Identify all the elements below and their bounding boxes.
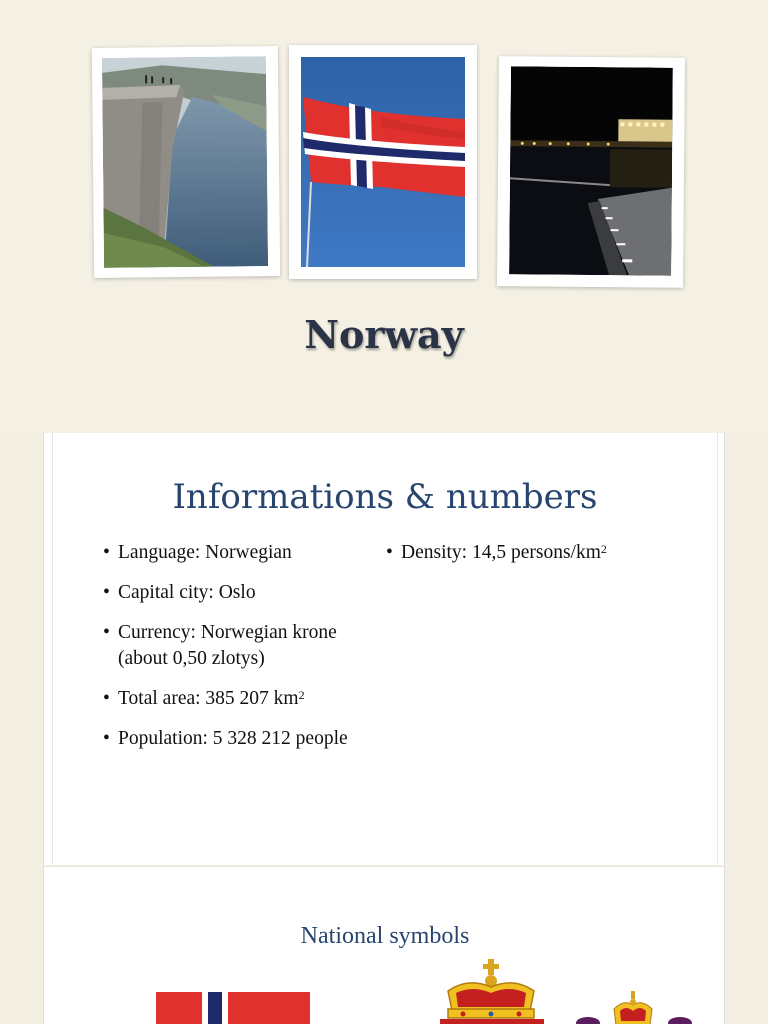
- symbols-slide: [43, 866, 725, 1024]
- info-slide-title: Informations & numbers: [172, 477, 598, 517]
- slide-title: Norway: [304, 312, 464, 357]
- royal-crown-symbol: [574, 991, 694, 1024]
- info-item-area: • Total area: 385 207 $km^2$: [103, 686, 353, 712]
- cliff-fjord-photo: [102, 56, 268, 268]
- info-item-language: • Language: Norwegian: [103, 540, 353, 566]
- cliff-fjord-photo-frame: [92, 46, 280, 278]
- info-list-left: [103, 540, 353, 766]
- norwegian-flag-photo: [301, 57, 465, 267]
- info-slide: [43, 433, 725, 865]
- info-item-currency: • Currency: Norwegian krone (about 0,50 zlotys): [103, 620, 353, 672]
- superscript: 2: [600, 542, 607, 556]
- title-slide: [0, 0, 768, 432]
- info-item-density: • Density: 14,5 persons/$km^2$: [386, 540, 626, 566]
- symbols-slide-title: National symbols: [300, 923, 470, 949]
- info-list-right: [386, 540, 626, 580]
- info-item-population: • Population: 5 328 212 people: [103, 726, 353, 752]
- coat-of-arms-symbol: [438, 959, 546, 1024]
- norwegian-flag-photo-frame: [289, 45, 477, 279]
- night-city-photo-frame: [497, 56, 685, 288]
- info-item-capital: • Capital city: Oslo: [103, 580, 353, 606]
- superscript: 2: [298, 688, 305, 702]
- night-city-photo: [509, 66, 673, 275]
- flag-symbol: [156, 992, 310, 1024]
